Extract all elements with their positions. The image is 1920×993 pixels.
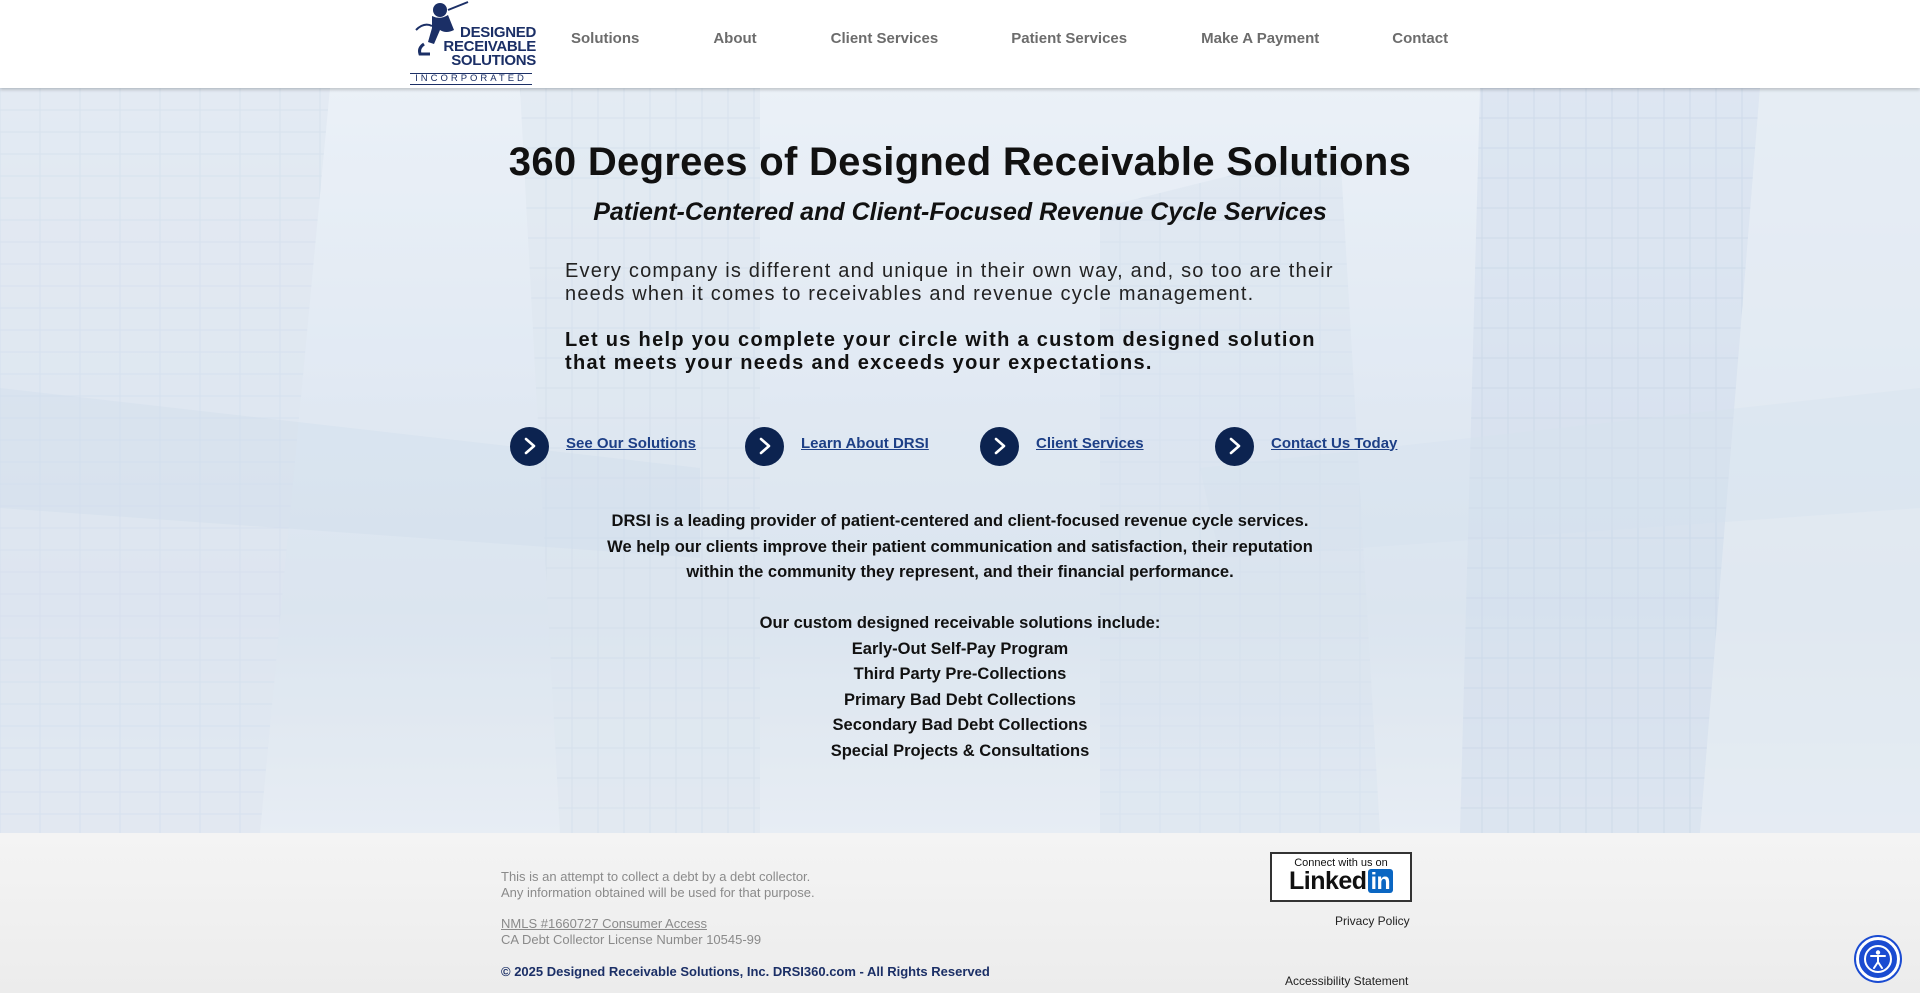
logo-line: DESIGNED [460,24,536,41]
linkedin-connect-text: Connect with us on [1294,857,1388,869]
nav-patient-services[interactable]: Patient Services [1011,30,1128,47]
accessibility-icon [1863,944,1893,974]
cta-label: Contact Us Today [1271,434,1398,452]
accessibility-statement-link[interactable]: Accessibility Statement [1285,974,1409,988]
debt-collector-disclaimer [501,869,815,901]
hero-content [0,88,1920,833]
privacy-policy-link[interactable]: Privacy Policy [1335,914,1410,928]
solution-item: Special Projects & Consultations [830,741,1090,760]
cta-label: Learn About DRSI [801,434,929,452]
nav-make-a-payment[interactable]: Make A Payment [1201,30,1320,47]
nav-about[interactable]: About [713,30,757,47]
solution-item: Third Party Pre-Collections [853,665,1067,683]
intro-paragraph-bold: Let us help you complete your circle with a custom designed solution that meets your needs and exceeds your expectations. [565,329,1316,374]
logo-wordmark [434,26,536,68]
page-title: 360 Degrees of Designed Receivable Solutions [508,140,1412,184]
cta-client-services[interactable] [980,426,1144,466]
page-subtitle: Patient-Centered and Client-Focused Revenue Cycle Services [593,198,1327,226]
disclaimer-line: This is an attempt to collect a debt by a debt collector. [501,869,811,884]
cta-label: Client Services [1036,434,1144,452]
solution-item: Early-Out Self-Pay Program [851,639,1069,658]
cta-contact-us-today[interactable] [1215,426,1397,466]
nav-contact[interactable]: Contact [1392,30,1449,47]
cta-label: See Our Solutions [566,434,697,452]
disclaimer-line: Any information obtained will be used for that purpose. [501,885,815,900]
logo-line: SOLUTIONS [451,52,536,69]
description-line: We help our clients improve their patient communication and satisfaction, their reputation [607,537,1313,556]
description-line: DRSI is a leading provider of patient-centered and client-focused revenue cycle services. [611,512,1309,530]
linkedin-logo [1289,867,1393,895]
logo-tagline: INCORPORATED [410,73,532,85]
nav-solutions[interactable]: Solutions [571,30,640,47]
chevron-right-icon [510,427,549,466]
description-line: within the community they represent, and their financial performance. [686,563,1234,581]
chevron-right-icon [1215,427,1254,466]
chevron-right-icon [980,427,1019,466]
license-info [501,916,761,948]
nav-client-services[interactable]: Client Services [830,30,939,47]
logo-line: RECEIVABLE [443,38,536,55]
copyright: © 2025 Designed Receivable Solutions, Inc. DRSI360.com - All Rights Reserved [501,964,990,979]
linkedin-in-icon: in [1368,869,1393,893]
solution-item: Secondary Bad Debt Collections [832,716,1088,734]
solutions-heading: Our custom designed receivable solutions include: [759,614,1161,632]
company-logo[interactable] [408,0,536,86]
accessibility-widget-button[interactable] [1856,937,1900,981]
ca-license-number: CA Debt Collector License Number 10545-99 [501,932,762,947]
site-footer [0,833,1920,993]
main-nav [536,30,1448,47]
site-header [0,0,1920,88]
hero-section [0,88,1920,833]
intro-paragraph: Every company is different and unique in their own way, and, so too are their needs when it comes to receivables and revenue cycle management. [565,260,1334,305]
nmls-consumer-access-link[interactable]: NMLS #1660727 Consumer Access [501,916,707,931]
chevron-right-icon [745,427,784,466]
company-description [0,509,1920,764]
solution-item: Primary Bad Debt Collections [844,690,1076,709]
cta-learn-about-drsi[interactable] [745,426,929,466]
linkedin-wordmark: Linked [1288,867,1367,895]
linkedin-connect-button[interactable] [1270,852,1412,902]
cta-see-our-solutions[interactable] [510,426,696,466]
